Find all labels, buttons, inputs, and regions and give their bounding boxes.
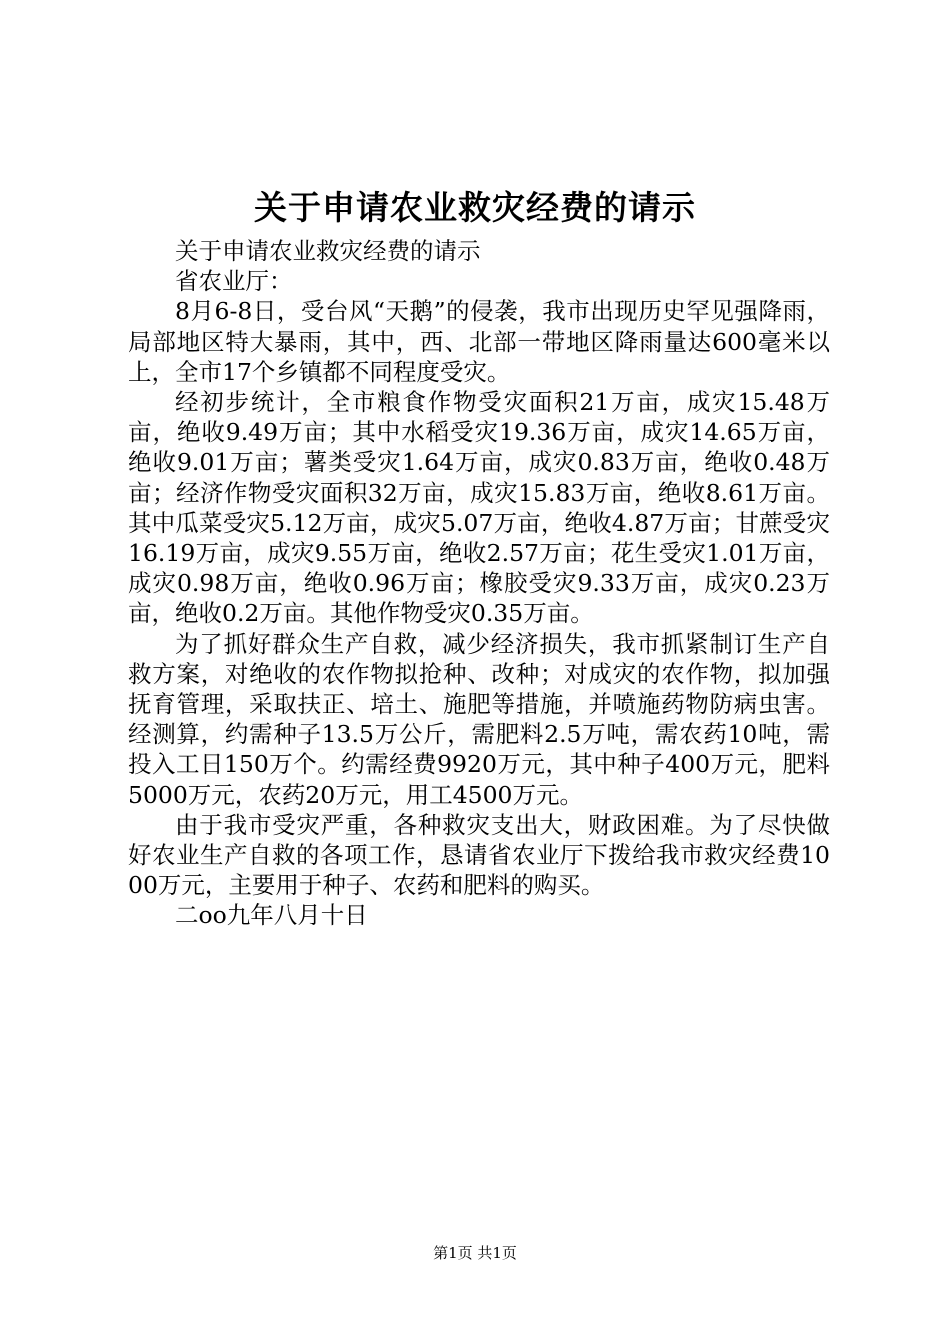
paragraph-crop-statistics: 经初步统计，全市粮食作物受灾面积21万亩，成灾15.48万亩，绝收9.49万亩；其中水稻受灾19.36万亩，成灾14.65万亩，绝收9.01万亩；薯类受灾1.64万亩，成灾0.83万亩，绝收0.48万亩；经济作物受灾面积32万亩，成灾15.83万亩，绝收8.61万亩。其中瓜菜受灾5.12万亩，成灾5.07万亩，绝收4.87万亩；甘蔗受灾16.19万亩，成灾9.55万亩，绝收2.57万亩；花生受灾1.01万亩，成灾0.98万亩，绝收0.96万亩；橡胶受灾9.33万亩，成灾0.23万亩，绝收0.2万亩。其他作物受灾0.35万亩。 — [128, 388, 830, 628]
document-title: 关于申请农业救灾经费的请示 — [254, 188, 696, 227]
body-heading-line: 关于申请农业救灾经费的请示 — [175, 237, 481, 265]
date-line: 二oo九年八月十日 — [175, 901, 368, 930]
paragraph-recovery-plan: 为了抓好群众生产自救，减少经济损失，我市抓紧制订生产自救方案，对绝收的农作物拟抢种、改种；对成灾的农作物，拟加强抚育管理，采取扶正、培土、施肥等措施，并喷施药物防病虫害。经测算，约需种子13.5万公斤，需肥料2.5万吨，需农药10吨，需投入工日150万个。约需经费9920万元，其中种子400万元，肥料5000万元，农药20万元，用工4500万元。 — [128, 629, 830, 809]
recipient-line: 省农业厅： — [175, 267, 293, 296]
paragraph-disaster-overview: 8月6-8日，受台风“天鹅”的侵袭，我市出现历史罕见强降雨，局部地区特大暴雨，其中，西、北部一带地区降雨量达600毫米以上，全市17个乡镇都不同程度受灾。 — [128, 297, 830, 386]
paragraph-funding-request: 由于我市受灾严重，各种救灾支出大，财政困难。为了尽快做好农业生产自救的各项工作，恳请省农业厅下拨给我市救灾经费1000万元，主要用于种子、农药和肥料的购买。 — [128, 810, 830, 900]
document-body — [128, 236, 830, 931]
page-footer: 第1页 共1页 — [433, 1244, 517, 1262]
